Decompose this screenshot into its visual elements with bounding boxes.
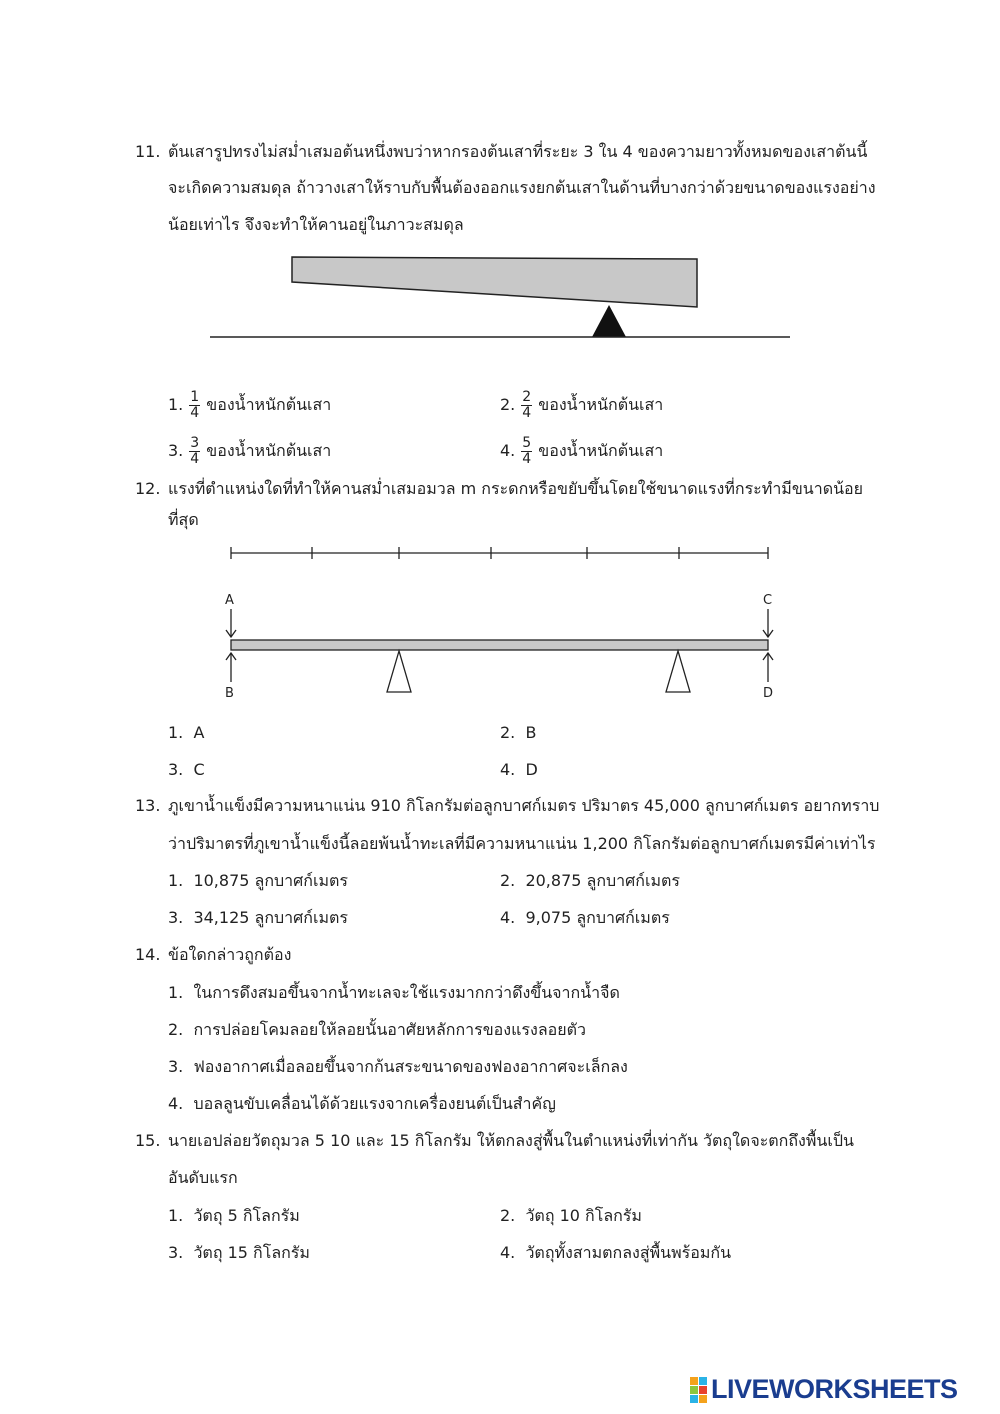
option[interactable]: 2. 20,875 ลูกบาศก์เมตร [500,871,680,890]
option[interactable]: 4. บอลลูนขับเคลื่อนได้ด้วยแรงจากเครื่องยนต์เป็นสำคัญ [168,1094,556,1113]
support-left [387,651,411,692]
option[interactable]: 3. 34,125 ลูกบาศก์เมตร [168,908,348,927]
fulcrum [592,305,626,337]
option[interactable]: 4. 9,075 ลูกบาศก์เมตร [500,908,670,927]
arrow-d [763,653,773,682]
question-number: 13. [135,796,161,815]
beam-diagram [226,547,773,692]
fraction: $\frac{1}{4}$ [190,389,200,421]
question-text: ต้นเสารูปทรงไม่สม่ำเสมอต้นหนึ่งพบว่าหากรองต้นเสาที่ระยะ 3 ใน 4 ของความยาวทั้งหมดของเสาต้นนี้ [168,142,868,161]
label-a: A [225,593,234,608]
label-c: C [763,593,773,608]
option[interactable]: 3. ฟองอากาศเมื่อลอยขึ้นจากก้นสระขนาดของฟองอากาศจะเล็กลง [168,1057,628,1076]
question-number: 12. [135,479,161,498]
question-number: 14. [135,945,161,964]
arrow-b [226,653,236,682]
option[interactable]: 4. วัตถุทั้งสามตกลงสู่พื้นพร้อมกัน [500,1243,732,1262]
option[interactable]: 1. $\frac{1}{4}$ ของน้ำหนักต้นเสา [168,389,332,421]
option[interactable]: 2. B [500,723,537,742]
option[interactable]: 3. วัตถุ 15 กิโลกรัม [168,1243,310,1262]
liveworksheets-logo [690,1374,958,1405]
option[interactable]: 4. $\frac{5}{4}$ ของน้ำหนักต้นเสา [500,435,664,467]
arrow-c [763,609,773,637]
option[interactable]: 2. วัตถุ 10 กิโลกรัม [500,1206,642,1225]
question-number: 11. [135,142,161,161]
question-text: อันดับแรก [168,1168,238,1187]
question-text: ภูเขาน้ำแข็งมีความหนาแน่น 910 กิโลกรัมต่อลูกบาศก์เมตร ปริมาตร 45,000 ลูกบาศก์เมตร อยากทราบ [168,796,880,815]
pole-diagram [210,257,790,337]
label-b: B [225,686,234,701]
question-text: ข้อใดกล่าวถูกต้อง [168,945,292,964]
option[interactable]: 3. $\frac{3}{4}$ ของน้ำหนักต้นเสา [168,435,332,467]
question-text: น้อยเท่าไร จึงจะทำให้คานอยู่ในภาวะสมดุล [168,215,464,234]
pole [292,257,697,307]
support-right [666,651,690,692]
question-text: แรงที่ตำแหน่งใดที่ทำให้คานสม่ำเสมอมวล m กระดกหรือขยับขึ้นโดยใช้ขนาดแรงที่กระทำมีขนาดน้อย [168,479,864,498]
option[interactable]: 3. C [168,760,205,779]
logo-text: LIVEWORKSHEETS [711,1374,958,1404]
fraction: $\frac{3}{4}$ [190,435,200,467]
question-text: จะเกิดความสมดุล ถ้าวางเสาให้ราบกับพื้นต้องออกแรงยกต้นเสาในด้านที่บางกว่าด้วยขนาดของแรงอย่าง [168,178,876,197]
label-d: D [763,686,774,701]
fraction: $\frac{2}{4}$ [522,389,532,421]
question-text: ที่สุด [168,510,199,529]
option[interactable]: 1. วัตถุ 5 กิโลกรัม [168,1206,300,1225]
question-text: นายเอปล่อยวัตถุมวล 5 10 และ 15 กิโลกรัม ให้ตกลงสู่พื้นในตำแหน่งที่เท่ากัน วัตถุใดจะตกถึงพื้นเป็น [168,1131,854,1150]
option[interactable]: 2. การปล่อยโคมลอยให้ลอยนั้นอาศัยหลักการของแรงลอยตัว [168,1020,586,1039]
option[interactable]: 1. 10,875 ลูกบาศก์เมตร [168,871,348,890]
option[interactable]: 1. A [168,723,205,742]
arrow-a [226,609,236,637]
fraction: $\frac{5}{4}$ [522,435,532,467]
option[interactable]: 4. D [500,760,538,779]
question-text: ว่าปริมาตรที่ภูเขาน้ำแข็งนี้ลอยพ้นน้ำทะเลที่มีความหนาแน่น 1,200 กิโลกรัมต่อลูกบาศก์เมตรมีค่าเท่าไร [168,834,876,853]
option[interactable]: 1. ในการดึงสมอขึ้นจากน้ำทะเลจะใช้แรงมากกว่าดึงขึ้นจากน้ำจืด [168,983,620,1002]
question-number: 15. [135,1131,161,1150]
option[interactable]: 2. $\frac{2}{4}$ ของน้ำหนักต้นเสา [500,389,664,421]
beam [231,640,768,650]
logo-icon [690,1377,707,1403]
